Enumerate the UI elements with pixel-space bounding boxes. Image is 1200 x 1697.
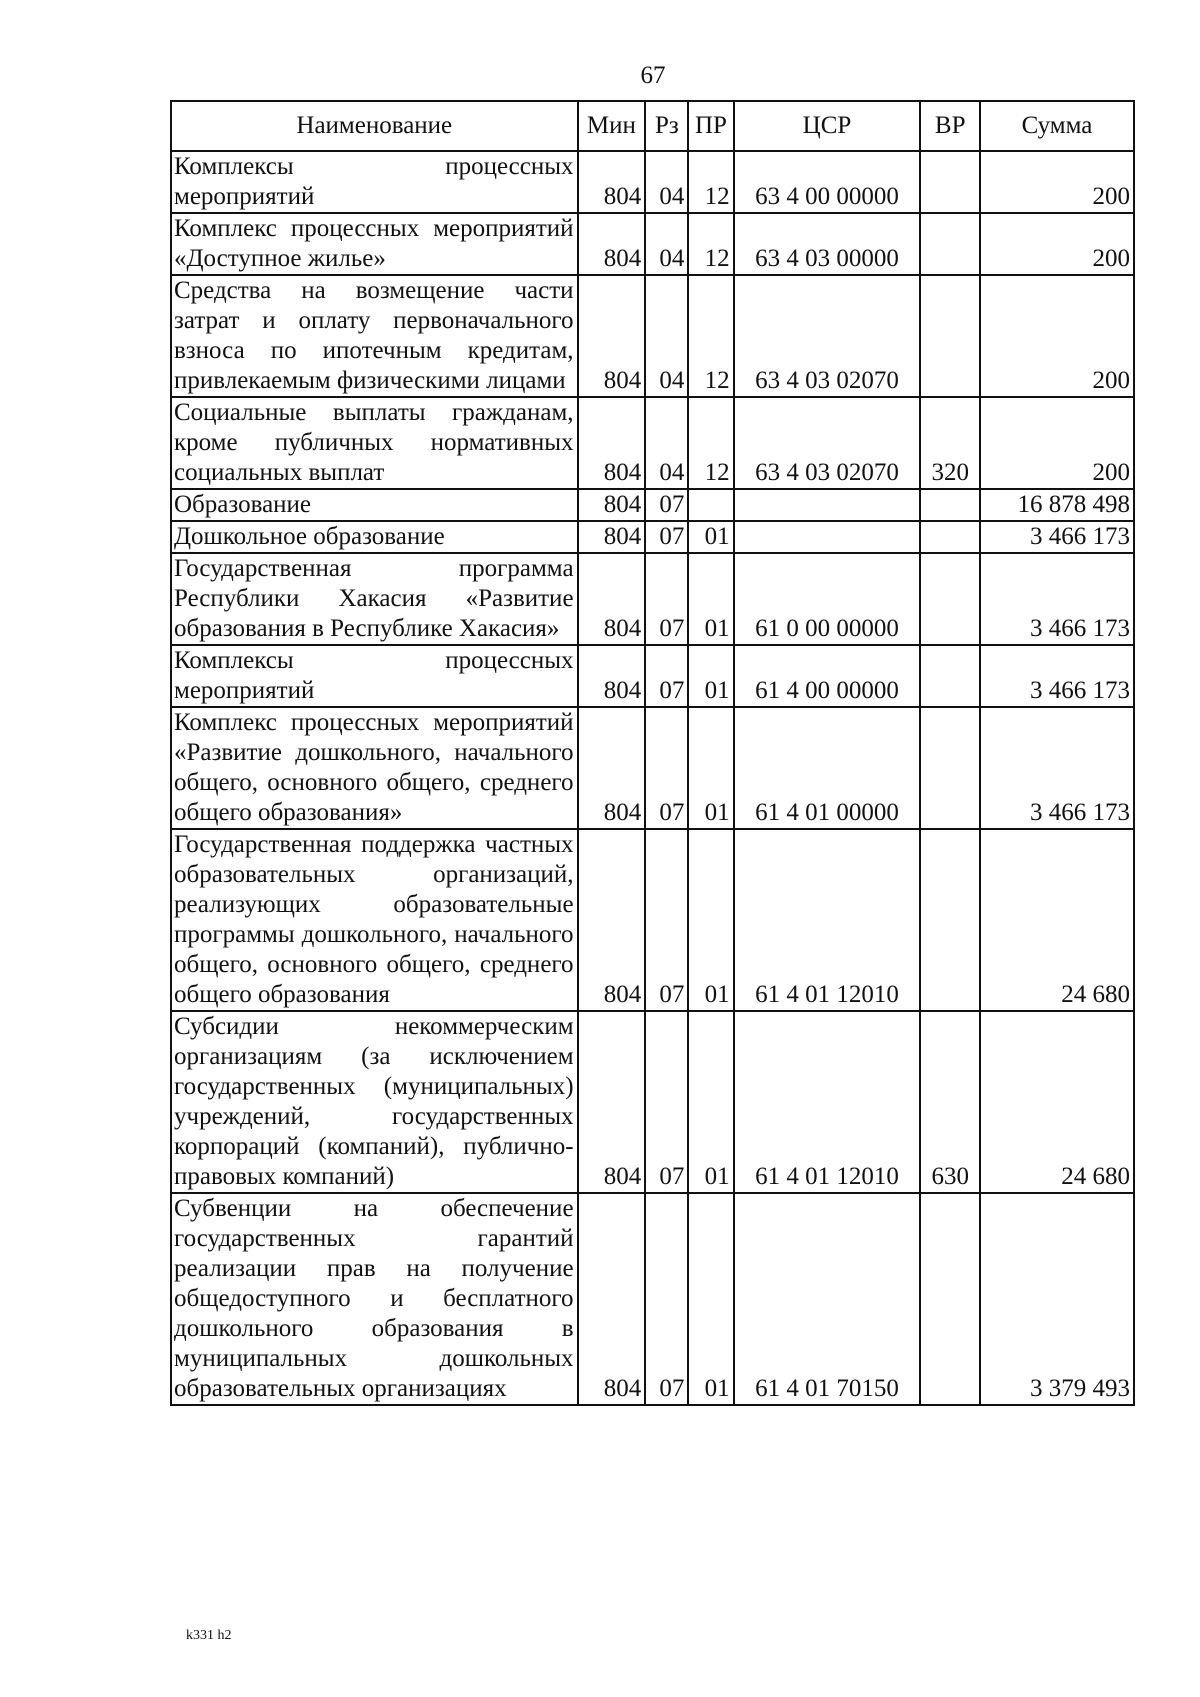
row-csr: 61 4 01 00000 — [734, 707, 921, 829]
row-csr — [734, 521, 921, 553]
row-name: Средства на возмещение части затрат и оплату первоначального взноса по ипотечным кредитам, привлекаемым физическими лицами — [171, 275, 578, 397]
row-rz: 04 — [645, 151, 688, 213]
header-sum: Сумма — [980, 101, 1134, 151]
row-min: 804 — [578, 1193, 646, 1405]
header-vr: ВР — [920, 101, 980, 151]
row-vr — [920, 521, 980, 553]
row-rz: 07 — [645, 1193, 688, 1405]
header-name: Наименование — [171, 101, 578, 151]
row-csr: 63 4 00 00000 — [734, 151, 921, 213]
row-csr: 61 4 01 12010 — [734, 1011, 921, 1193]
row-vr — [920, 553, 980, 645]
row-rz: 07 — [645, 829, 688, 1011]
row-sum: 200 — [980, 275, 1134, 397]
row-sum: 3 466 173 — [980, 707, 1134, 829]
row-name: Комплекс процессных мероприятий «Доступное жилье» — [171, 213, 578, 275]
header-min: Мин — [578, 101, 646, 151]
table-header-row — [171, 101, 1134, 151]
row-name: Государственная поддержка частных образовательных организаций, реализующих образовательные программы дошкольного, начального общего, основного общего, среднего общего образования — [171, 829, 578, 1011]
row-min: 804 — [578, 213, 646, 275]
row-min: 804 — [578, 829, 646, 1011]
row-rz: 07 — [645, 1011, 688, 1193]
row-sum: 3 466 173 — [980, 645, 1134, 707]
table-row — [171, 521, 1134, 553]
row-name: Комплекс процессных мероприятий «Развитие дошкольного, начального общего, основного общего, среднего общего образования» — [171, 707, 578, 829]
budget-table — [170, 100, 1135, 1406]
row-vr — [920, 707, 980, 829]
row-sum: 200 — [980, 151, 1134, 213]
row-name: Образование — [171, 489, 578, 521]
table-row — [171, 489, 1134, 521]
row-min: 804 — [578, 707, 646, 829]
table-row — [171, 707, 1134, 829]
table-row — [171, 1011, 1134, 1193]
row-csr: 61 4 00 00000 — [734, 645, 921, 707]
row-pr: 01 — [688, 645, 733, 707]
row-min: 804 — [578, 151, 646, 213]
row-name: Субсидии некоммерческим организациям (за исключением государственных (муниципальных) учреждений, государственных корпораций (компаний), публично-правовых компаний) — [171, 1011, 578, 1193]
row-pr: 12 — [688, 213, 733, 275]
table-row — [171, 397, 1134, 489]
page-number: 67 — [640, 62, 666, 89]
table-row — [171, 151, 1134, 213]
row-min: 804 — [578, 489, 646, 521]
table-row — [171, 1193, 1134, 1405]
row-pr: 01 — [688, 829, 733, 1011]
row-csr: 61 0 00 00000 — [734, 553, 921, 645]
row-vr — [920, 489, 980, 521]
row-sum: 200 — [980, 397, 1134, 489]
row-name: Социальные выплаты гражданам, кроме публичных нормативных социальных выплат — [171, 397, 578, 489]
row-min: 804 — [578, 275, 646, 397]
row-rz: 07 — [645, 521, 688, 553]
table-row — [171, 553, 1134, 645]
row-pr: 12 — [688, 151, 733, 213]
row-rz: 07 — [645, 553, 688, 645]
row-vr — [920, 1193, 980, 1405]
row-csr: 63 4 03 00000 — [734, 213, 921, 275]
row-sum: 3 466 173 — [980, 521, 1134, 553]
row-min: 804 — [578, 1011, 646, 1193]
header-csr: ЦСР — [734, 101, 921, 151]
row-rz: 04 — [645, 397, 688, 489]
row-name: Комплексы процессных мероприятий — [171, 645, 578, 707]
row-vr — [920, 275, 980, 397]
row-min: 804 — [578, 521, 646, 553]
row-csr: 61 4 01 12010 — [734, 829, 921, 1011]
row-csr: 61 4 01 70150 — [734, 1193, 921, 1405]
row-min: 804 — [578, 397, 646, 489]
row-rz: 07 — [645, 707, 688, 829]
row-vr: 320 — [920, 397, 980, 489]
document-code: k331 h2 — [186, 1628, 232, 1643]
header-rz: Рз — [645, 101, 688, 151]
row-sum: 24 680 — [980, 1011, 1134, 1193]
row-csr: 63 4 03 02070 — [734, 397, 921, 489]
row-pr — [688, 489, 733, 521]
row-rz: 07 — [645, 489, 688, 521]
row-sum: 3 466 173 — [980, 553, 1134, 645]
row-vr — [920, 829, 980, 1011]
table-row — [171, 275, 1134, 397]
row-vr — [920, 151, 980, 213]
row-sum: 200 — [980, 213, 1134, 275]
table-row — [171, 645, 1134, 707]
row-pr: 12 — [688, 275, 733, 397]
row-sum: 24 680 — [980, 829, 1134, 1011]
row-vr — [920, 213, 980, 275]
row-pr: 01 — [688, 1011, 733, 1193]
row-min: 804 — [578, 645, 646, 707]
row-csr: 63 4 03 02070 — [734, 275, 921, 397]
row-min: 804 — [578, 553, 646, 645]
row-name: Субвенции на обеспечение государственных гарантий реализации прав на получение общедоступного и бесплатного дошкольного образования в муниципальных дошкольных образовательных организациях — [171, 1193, 578, 1405]
header-pr: ПР — [688, 101, 733, 151]
row-pr: 01 — [688, 521, 733, 553]
row-name: Комплексы процессных мероприятий — [171, 151, 578, 213]
table-row — [171, 213, 1134, 275]
row-csr — [734, 489, 921, 521]
row-pr: 01 — [688, 1193, 733, 1405]
row-rz: 04 — [645, 275, 688, 397]
row-name: Дошкольное образование — [171, 521, 578, 553]
row-vr: 630 — [920, 1011, 980, 1193]
row-rz: 04 — [645, 213, 688, 275]
row-pr: 01 — [688, 553, 733, 645]
row-pr: 01 — [688, 707, 733, 829]
row-rz: 07 — [645, 645, 688, 707]
row-name: Государственная программа Республики Хакасия «Развитие образования в Республике Хакасия» — [171, 553, 578, 645]
row-sum: 3 379 493 — [980, 1193, 1134, 1405]
row-vr — [920, 645, 980, 707]
row-pr: 12 — [688, 397, 733, 489]
row-sum: 16 878 498 — [980, 489, 1134, 521]
table-row — [171, 829, 1134, 1011]
